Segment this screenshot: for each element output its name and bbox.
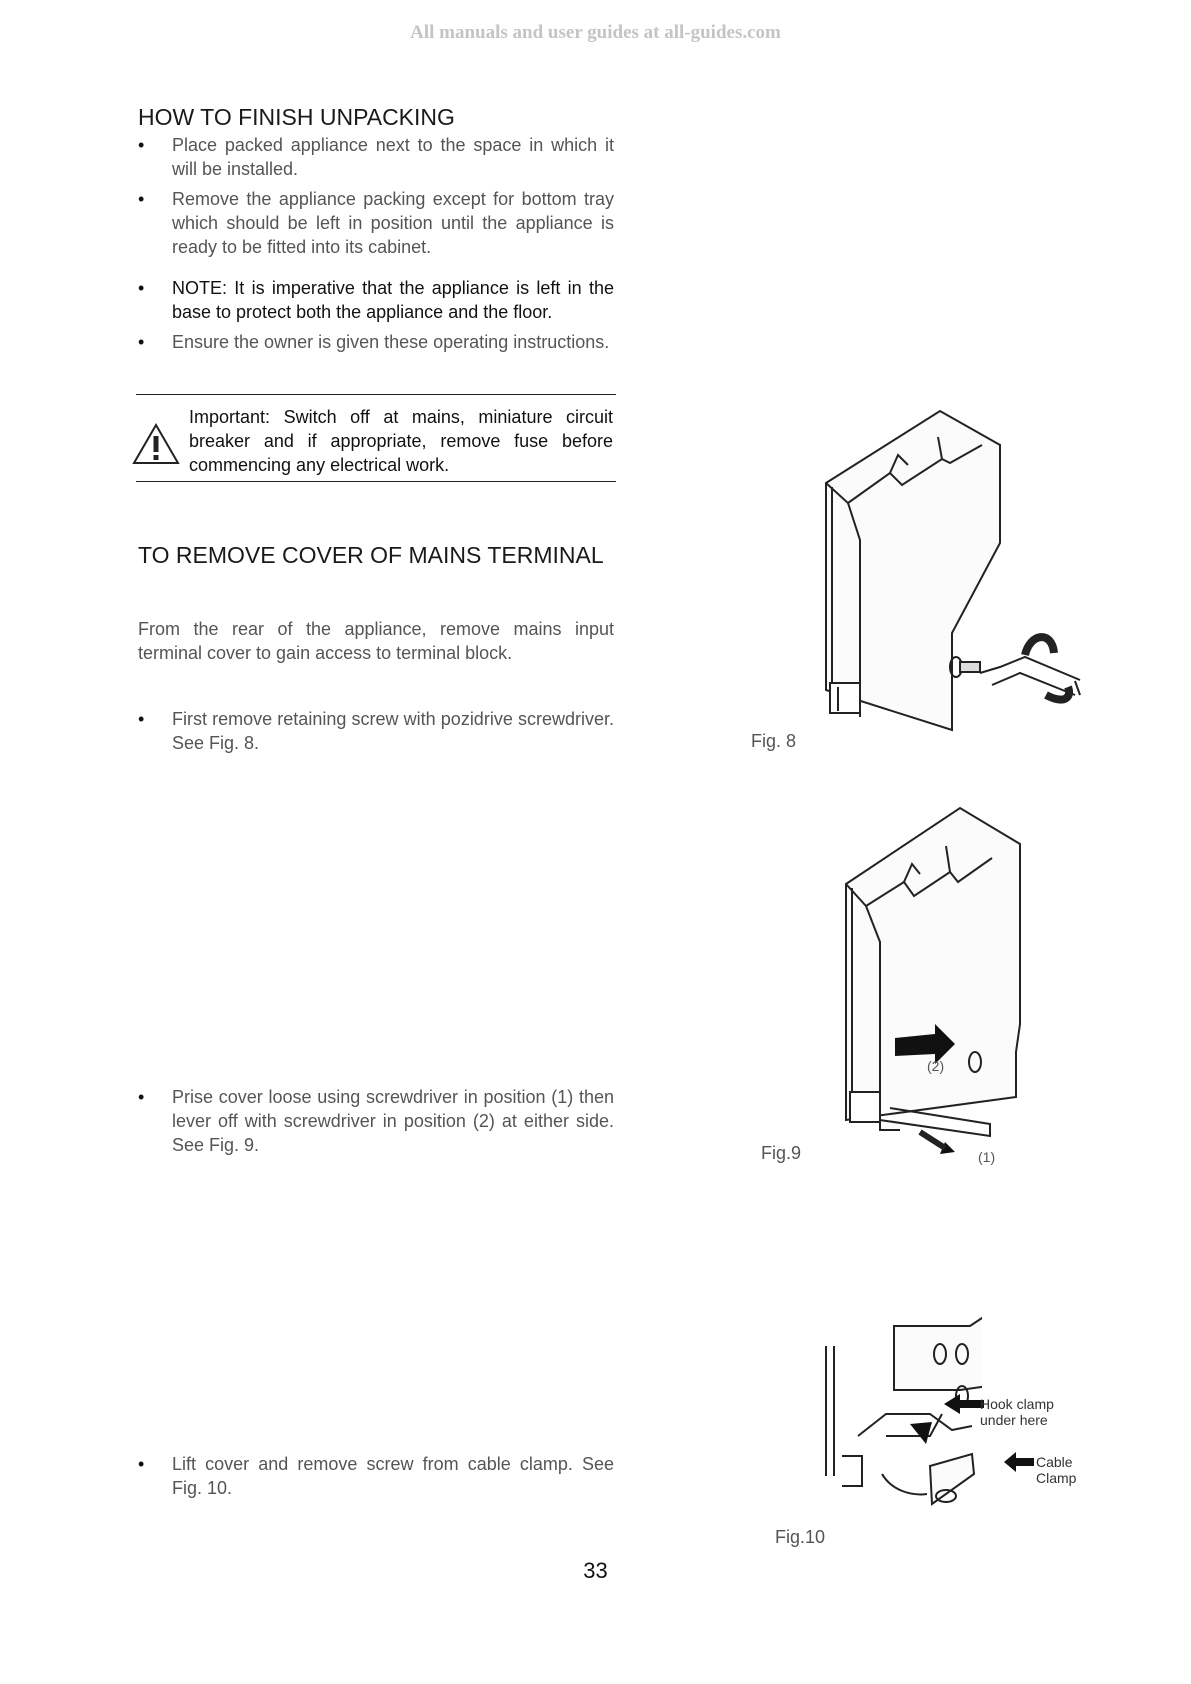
figure-8-label: Fig. 8 [751, 731, 797, 751]
list-item: • Remove the appliance packing except for bottom tray which should be left in position until the appliance is ready to be fitted into its cabinet. [138, 189, 614, 257]
watermark: All manuals and user guides at all-guides.com [410, 22, 781, 43]
section-heading-unpacking: HOW TO FINISH UNPACKING [138, 104, 455, 130]
section-heading-terminal: TO REMOVE COVER OF MAINS TERMINAL [138, 542, 604, 568]
figure-9-callout-1: (1) [978, 1149, 996, 1165]
bullet-dot-icon: • [138, 709, 145, 729]
list-item: • First remove retaining screw with pozidrive screwdriver. See Fig. 8. [138, 709, 614, 753]
list-item: • Prise cover loose using screwdriver in position (1) then lever off with screwdriver in position (2) at either side. See Fig. 9. [138, 1087, 614, 1155]
bullet-dot-icon: • [138, 1087, 145, 1107]
figure-10-label: Fig.10 [775, 1527, 826, 1547]
figure-9-label: Fig.9 [761, 1143, 802, 1163]
figure-8-illustration [820, 405, 1100, 755]
warning-triangle-icon [131, 422, 181, 471]
list-item: • Ensure the owner is given these operating instructions. [138, 332, 610, 352]
bullet-dot-icon: • [138, 332, 145, 352]
divider-bottom [136, 481, 616, 482]
bullet-dot-icon: • [138, 1454, 145, 1474]
page-number: 33 [583, 1558, 608, 1583]
figure-10-cable-callout: Cable Clamp [1036, 1454, 1077, 1486]
list-item-note: • NOTE: It is imperative that the appliance is left in the base to protect both the appliance and the floor. [138, 278, 614, 322]
bullet-dot-icon: • [138, 135, 145, 155]
list-item: • Lift cover and remove screw from cable clamp. See Fig. 10. [138, 1454, 614, 1498]
intro-paragraph: From the rear of the appliance, remove mains input terminal cover to gain access to terminal block. [138, 619, 614, 663]
figure-9-callout-2: (2) [927, 1058, 945, 1074]
list-item: • Place packed appliance next to the space in which it will be installed. [138, 135, 614, 179]
important-notice: Important: Switch off at mains, miniature circuit breaker and if appropriate, remove fuse before commencing any electrical work. [189, 407, 613, 475]
bullet-dot-icon: • [138, 278, 145, 298]
arrow-left-icon [944, 1394, 984, 1414]
figure-9-illustration [840, 802, 1040, 1187]
bullet-dot-icon: • [138, 189, 145, 209]
divider-top [136, 394, 616, 395]
figure-10-hook-callout: Hook clamp under here [980, 1396, 1054, 1428]
arrow-left-icon [1004, 1452, 1034, 1472]
